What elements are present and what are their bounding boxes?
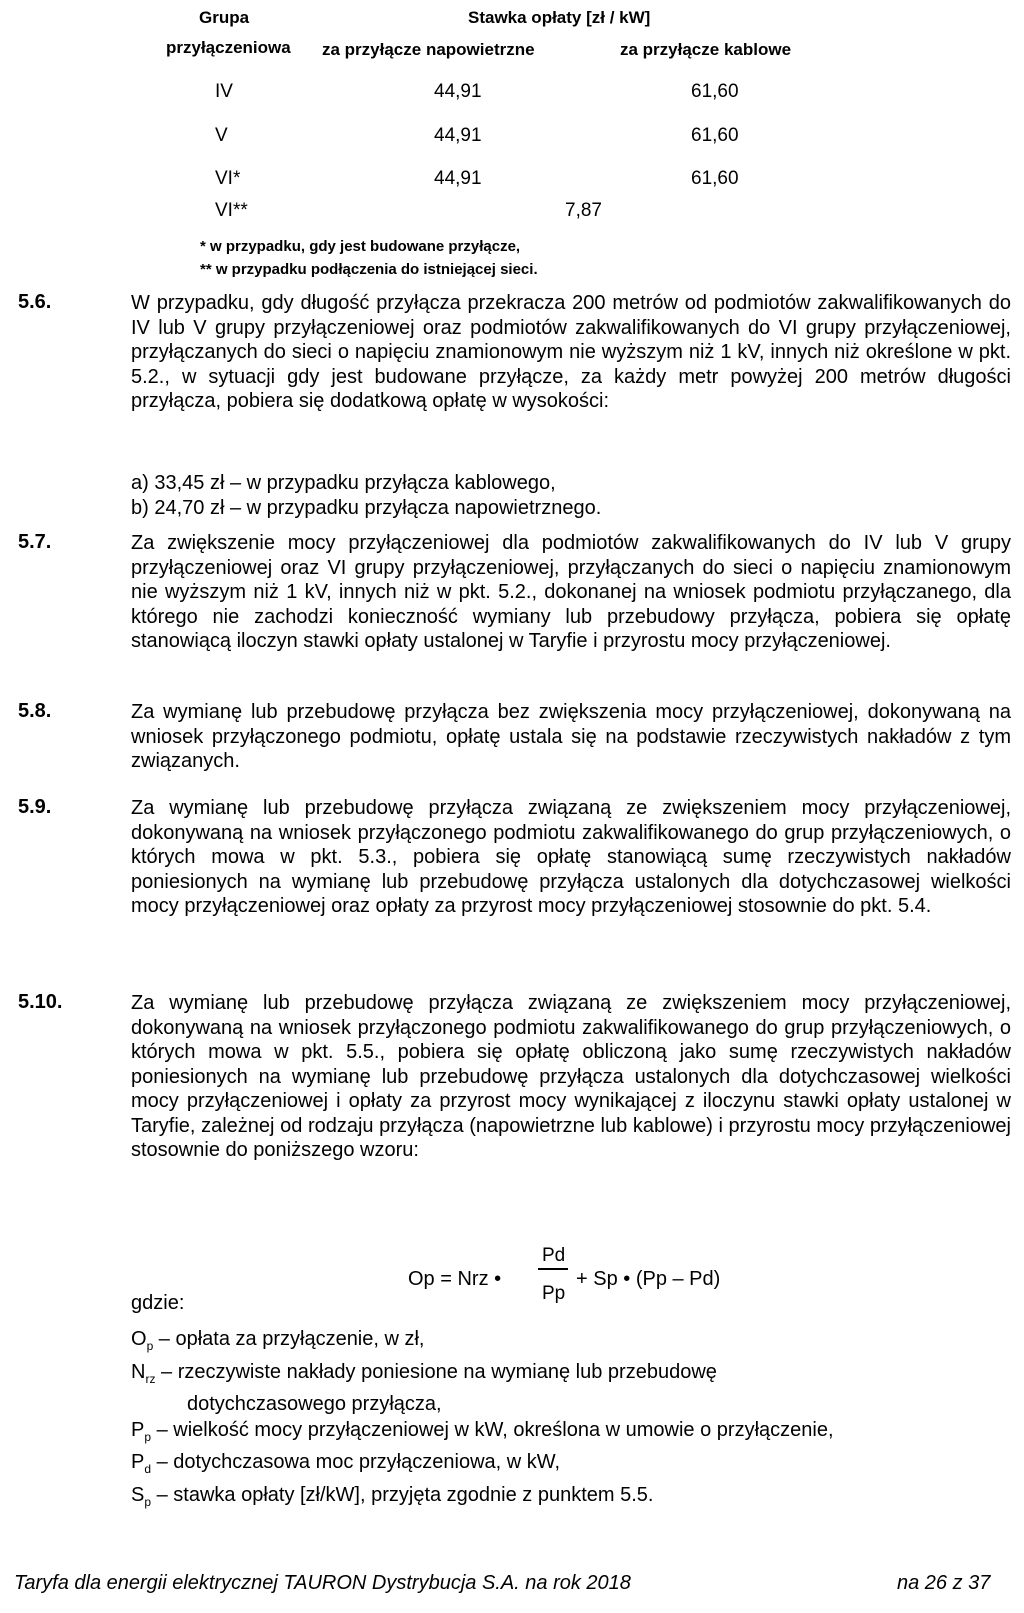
section-text: Za wymianę lub przebudowę przyłącza związaną ze zwiększeniem mocy przyłączeniowej, dokonywaną na wniosek przyłączonego podmiotu zakwalifikowanego do grup przyłączeniowych, o których mowa w pkt. 5.3., pobiera się opłatę stanowiącą sumę rzeczywistych nakładów poniesionych na wymianę lub przebudowę przyłącza ustalonych dla dotychczasowej wielkości mocy przyłączeniowej oraz opłaty za przyrost mocy przyłączeniowej stosownie do pkt. 5.4. <box>131 797 1011 917</box>
formula-lhs: Op = Nrz • <box>408 1268 502 1290</box>
table-header-cable: za przyłącze kablowe <box>620 40 792 59</box>
definition-subscript: rz <box>145 1371 156 1386</box>
table-header-group-line2: przyłączeniowa <box>166 38 291 57</box>
table-cell-cable: 61,60 <box>691 81 739 102</box>
definition-subscript: p <box>144 1494 152 1509</box>
where-label: gdzie: <box>131 1292 185 1314</box>
definition-item <box>131 1327 834 1360</box>
table-cell-group: VI* <box>215 168 241 189</box>
section-text: Za zwiększenie mocy przyłączeniowej dla podmiotów zakwalifikowanych do IV lub V grupy przyłączeniowej oraz VI grupy przyłączeniowej, przyłączanych do sieci o napięciu znamionowym nie wyższym niż 1 kV, innych niż w pkt. 5.2., dokonanej na wniosek podmiotu przyłączanego, dla którego nie zachodzi konieczność wymiany lub przebudowy przyłącza, pobiera się opłatę stanowiącą iloczyn stawki opłaty ustalonej w Taryfie i przyrostu mocy przyłączeniowej. <box>131 532 1011 652</box>
definition-text: – wielkość mocy przyłączeniowej w kW, określona w umowie o przyłączenie, <box>151 1418 834 1441</box>
section-number: 5.10. <box>18 991 63 1013</box>
definition-subscript: p <box>144 1429 152 1444</box>
definition-subscript: d <box>144 1462 152 1476</box>
section-text: W przypadku, gdy długość przyłącza przekracza 200 metrów od podmiotów zakwalifikowanych do IV lub V grupy przyłączeniowej oraz podmiotów zakwalifikowanych do VI grupy przyłączeniowej, przyłączanych do sieci o napięciu znamionowym nie wyższym niż 1 kV, innych niż określone w pkt. 5.2., w sytuacji gdy jest budowane przyłącze, za każdy metr powyżej 200 metrów długości przyłącza, pobiera się dodatkową opłatę w wysokości: <box>131 292 1011 412</box>
table-cell-cable: 61,60 <box>691 168 739 189</box>
definition-text: – rzeczywiste nakłady poniesione na wymianę lub przebudowę <box>155 1360 717 1383</box>
formula-denominator: Pp <box>542 1283 566 1304</box>
section-text: Za wymianę lub przebudowę przyłącza związaną ze zwiększeniem mocy przyłączeniowej, dokonywaną na wniosek przyłączonego podmiotu zakwalifikowanego do grup przyłączeniowych, o których mowa w pkt. 5.5., pobiera się opłatę obliczoną jako sumę rzeczywistych nakładów poniesionych na wymianę lub przebudowę przyłącza ustalonych dla dotychczasowej wielkości mocy przyłączeniowej i opłaty za przyrost mocy wynikającej z iloczynu stawki opłaty ustalonej w Taryfie, zależnej od rodzaju przyłącza (napowietrzne lub kablowe) i przyrostu mocy przyłączeniowej stosownie do poniższego wzoru: <box>131 992 1011 1161</box>
definition-item <box>131 1392 834 1418</box>
table-cell-group: IV <box>215 81 233 102</box>
definition-symbol: P <box>131 1418 145 1441</box>
definition-symbol: O <box>131 1328 147 1350</box>
definition-text: dotychczasowego przyłącza, <box>187 1393 442 1415</box>
table-cell-overhead: 44,91 <box>434 125 482 146</box>
definition-text: – stawka opłaty [zł/kW], przyjęta zgodnie z punktem 5.5. <box>151 1483 654 1506</box>
table-header-overhead: za przyłącze napowietrzne <box>322 40 535 59</box>
definition-item <box>131 1360 834 1393</box>
definition-text: – opłata za przyłączenie, w zł, <box>153 1328 425 1350</box>
formula-numerator: Pd <box>542 1245 566 1266</box>
table-header-rate: Stawka opłaty [zł / kW] <box>468 8 651 27</box>
section-number: 5.9. <box>18 796 52 818</box>
section-text: Za wymianę lub przebudowę przyłącza bez zwiększenia mocy przyłączeniowej, dokonywaną na wniosek przyłączonego podmiotu, opłatę ustala się na podstawie rzeczywistych nakładów z tym związanych. <box>131 701 1011 772</box>
table-cell-cable: 61,60 <box>691 125 739 146</box>
definition-symbol: S <box>131 1483 145 1506</box>
section-number: 5.8. <box>18 700 52 722</box>
footer-page-number: na 26 z 37 <box>897 1572 991 1594</box>
definition-text: – dotychczasowa moc przyłączeniowa, w kW, <box>151 1451 561 1473</box>
list-item: a) 33,45 zł – w przypadku przyłącza kablowego, <box>131 472 556 494</box>
definitions-list <box>131 1327 834 1515</box>
definition-item <box>131 1450 834 1483</box>
section-number: 5.7. <box>18 531 52 553</box>
table-header-group-line1: Grupa <box>199 8 250 27</box>
table-note-1: * w przypadku, gdy jest budowane przyłącze, <box>200 238 521 255</box>
list-item: b) 24,70 zł – w przypadku przyłącza napowietrznego. <box>131 497 602 519</box>
table-cell-group: V <box>215 125 228 146</box>
fraction-line <box>538 1268 568 1270</box>
definition-item <box>131 1483 834 1516</box>
table-cell-overhead: 44,91 <box>434 81 482 102</box>
table-cell-group: VI** <box>215 200 248 221</box>
section-number: 5.6. <box>18 291 52 313</box>
definition-item <box>131 1418 834 1451</box>
table-cell-combined: 7,87 <box>565 200 602 221</box>
footer-title: Taryfa dla energii elektrycznej TAURON Dystrybucja S.A. na rok 2018 <box>14 1572 631 1594</box>
definition-symbol: N <box>131 1360 146 1383</box>
table-cell-overhead: 44,91 <box>434 168 482 189</box>
formula-rhs: + Sp • (Pp – Pd) <box>576 1268 721 1290</box>
definition-symbol: P <box>131 1451 145 1473</box>
definition-subscript: p <box>146 1339 154 1353</box>
table-note-2: ** w przypadku podłączenia do istniejącej sieci. <box>200 261 538 278</box>
